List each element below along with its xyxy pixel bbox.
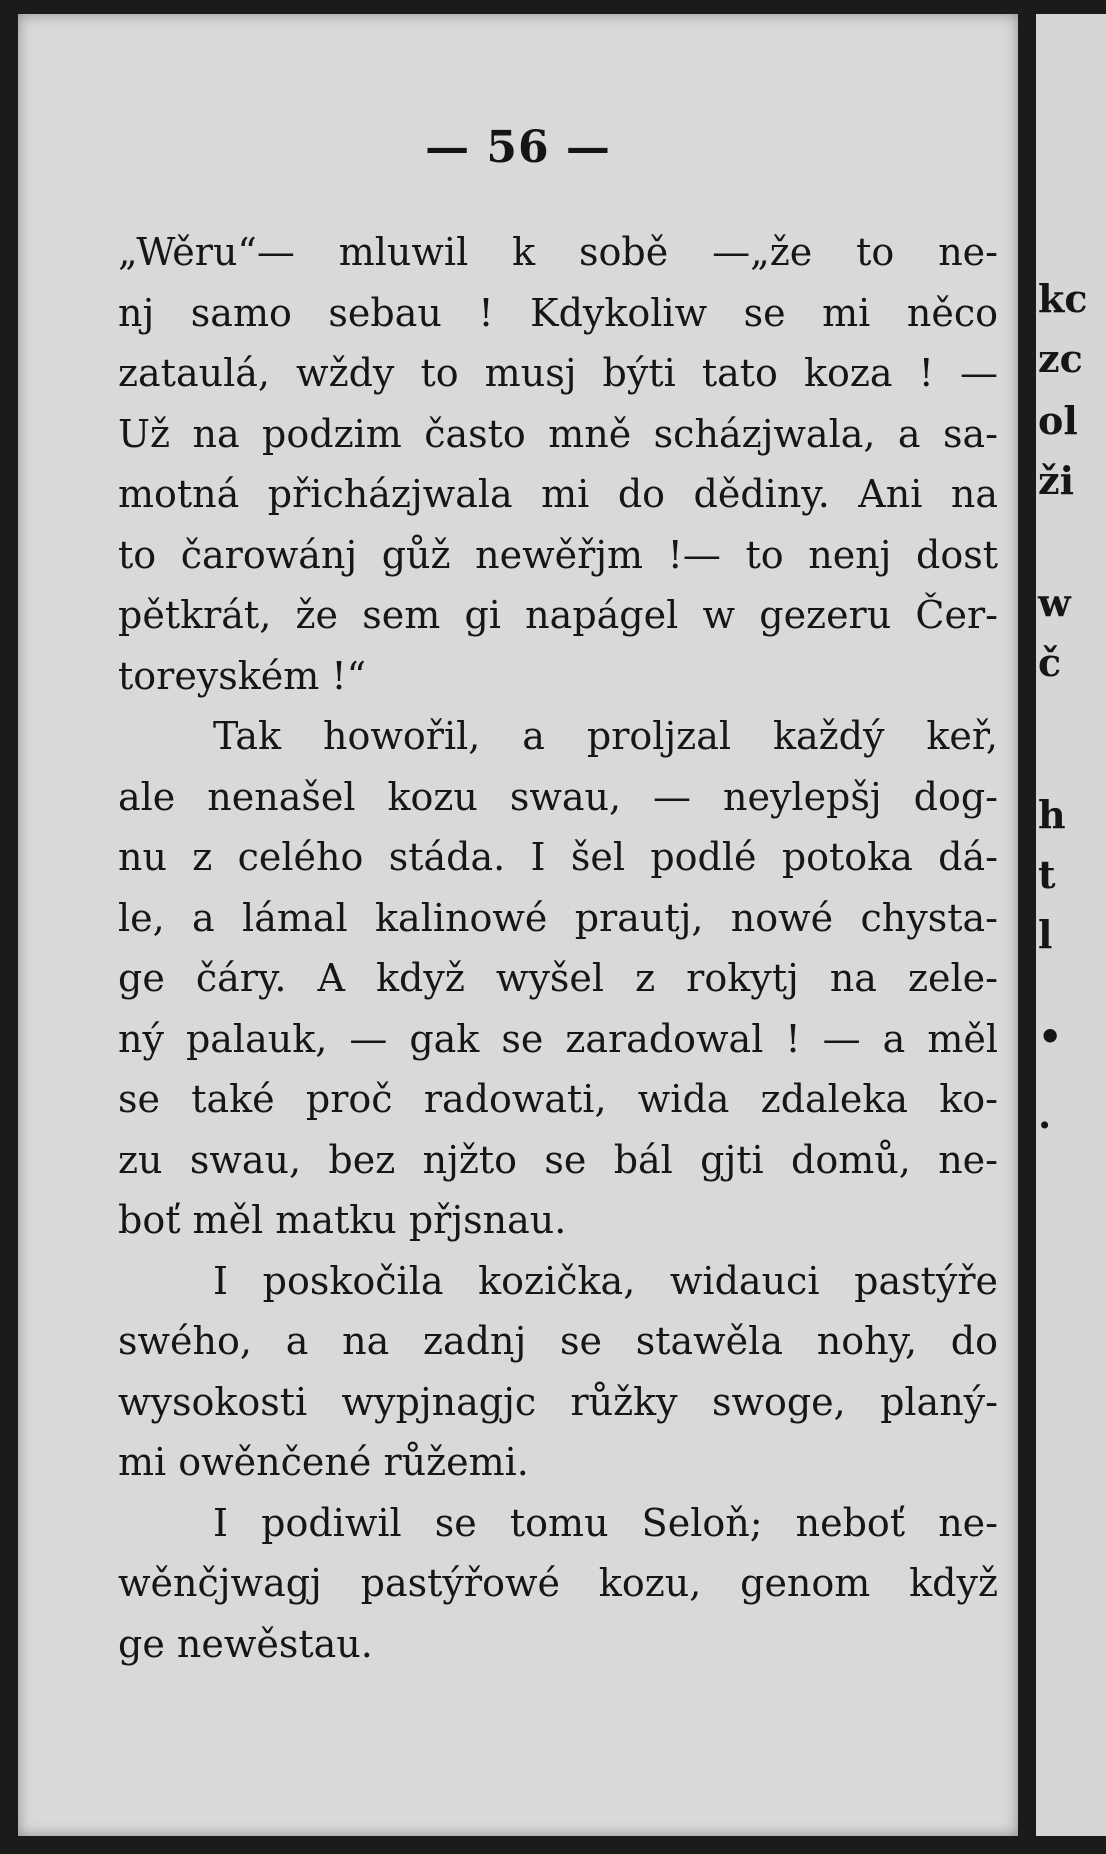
text-line: le, a lámal kalinowé prautj, nowé chysta- [118,895,998,940]
right-page-edge [1036,14,1106,1836]
body-text [118,222,998,1674]
text-line: I poskočila kozička, widauci pastýře [213,1258,998,1303]
text-line: zu swau, bez njžto se bál gjti domů, ne- [118,1137,998,1182]
text-line: to čarowánj gůž newěřjm !— to nenj dost [118,532,998,577]
left-page [18,14,1018,1836]
text-line: „Wěru“— mluwil k sobě —„že to ne- [118,230,998,274]
text-line: wěnčjwagj pastýřowé kozu, genom když [118,1561,998,1605]
text-line: boť měl matku přjsnau. [118,1198,567,1242]
text-line: nu z celého stáda. I šel podlé potoka dá- [118,835,998,879]
text-line: motná přicházjwala mi do dědiny. Ani na [118,472,998,516]
text-line: I podiwil se tomu Seloň; neboť ne- [213,1500,998,1545]
right-page-fragment: h [1038,792,1066,837]
text-line: zataulá, wždy to musj býti tato koza ! — [118,351,998,395]
text-line: ge čáry. A když wyšel z rokytj na zele- [118,956,998,1000]
right-page-fragment: kc [1038,276,1088,321]
right-page-fragment: . [1038,1092,1052,1137]
text-line: ge newěstau. [118,1621,373,1666]
right-page-fragment: w [1038,580,1071,625]
page-number: — 56 — [425,122,611,173]
text-line: nj samo sebau ! Kdykoliw se mi něco [118,290,998,335]
right-page-fragment: t [1038,852,1056,897]
text-line: wysokosti wypjnagjc růžky swoge, planý- [118,1379,998,1424]
right-page-fragment: l [1038,912,1053,957]
text-line: ale nenašel kozu swau, — neylepšj dog- [118,774,998,819]
text-line: pětkrát, že sem gi napágel w gezeru Čer- [118,593,998,637]
text-line: ný palauk, — gak se zaradowal ! — a měl [118,1016,998,1061]
text-line: Tak howořil, a proljzal každý keř, [213,714,998,758]
text-line: se také proč radowati, wida zdaleka ko- [118,1077,998,1121]
text-line: toreyském !“ [118,653,367,698]
text-line: Už na podzim často mně scházjwala, a sa- [118,411,998,456]
right-page-fragment: č [1038,640,1062,685]
text-line: swého, a na zadnj se stawěla nohy, do [118,1319,998,1363]
right-page-fragment: zc [1038,336,1083,381]
right-page-fragment: ži [1038,458,1075,503]
right-page-fragment: ol [1038,398,1078,443]
text-line: mi owěnčené růžemi. [118,1440,529,1484]
right-page-fragment: • [1038,1014,1063,1059]
